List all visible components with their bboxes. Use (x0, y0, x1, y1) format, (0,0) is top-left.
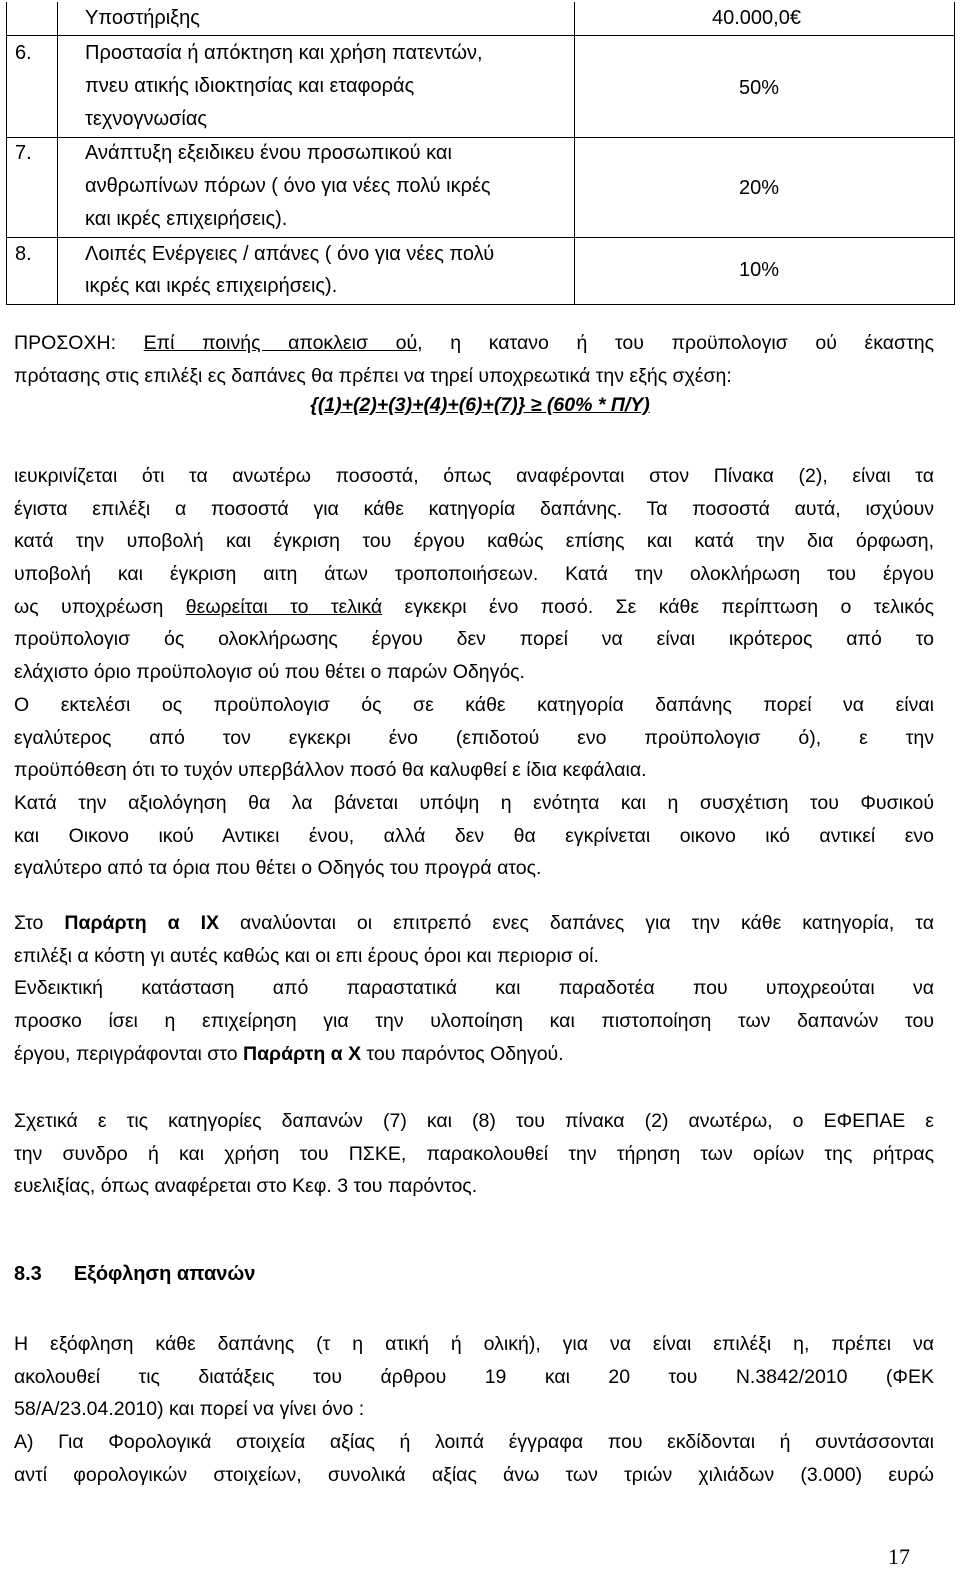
table-cell-value: 50% (739, 77, 780, 99)
annex-paragraph (14, 907, 934, 1070)
text-segment: Στο (14, 912, 65, 934)
table-cell-label: ικρές και ικρές επιχειρήσεις). (85, 275, 338, 297)
paragraph-line: 58/Α/23.04.2010) και πορεί να γίνει όνο : (14, 1398, 365, 1421)
paragraph-line: Ενδεικτική κατάσταση από παραστατικά και παραδοτέα που υποχρεούται να (14, 977, 934, 1000)
attention-colon: : (110, 332, 116, 354)
attention-text: , η κατανο ή του προϋπολογισ ού έκαστης (417, 332, 934, 354)
paragraph-line: Η εξόφληση κάθε δαπάνης (τ η ατική ή ολική), για να είναι επιλέξι η, πρέπει να (14, 1333, 934, 1355)
table-cell-label: Υποστήριξης (85, 7, 200, 29)
table-cell-label: Ανάπτυξη εξειδικευ ένου προσωπικού και (85, 142, 452, 164)
paragraph-line: προϋπολογισ ός ολοκλήρωσης έργου δεν πορεί να είναι ικρότερος από το (14, 628, 934, 651)
paragraph-line (14, 907, 934, 940)
paragraph-line: προϋπόθεση ότι το τυχόν υπερβάλλον ποσό θα καλυφθεί ε ίδια κεφάλαια. (14, 759, 647, 782)
paragraph-line: εγαλύτερος από τον εγκεκρι ένο (επιδοτού ενο προϋπολογισ ό), ε την (14, 726, 934, 749)
attention-paragraph (14, 327, 934, 392)
underlined-text: θεωρείται το τελικά (185, 595, 383, 618)
attention-line (14, 327, 934, 360)
table-divider (574, 2, 575, 304)
table-cell-label: πνευ ατικής ιδιοκτησίας και εταφοράς (85, 75, 415, 97)
attention-underlined: Επί ποινής αποκλεισ ού (143, 332, 418, 354)
text-segment: του παρόντος Οδηγού. (361, 1042, 564, 1065)
table-row-number: 8. (15, 243, 32, 265)
attention-label: ΠΡΟΣΟΧΗ (14, 332, 111, 354)
table-cell-value: 40.000,0€ (712, 7, 801, 29)
payment-paragraph (14, 1328, 934, 1491)
paragraph-line: ακολουθεί τις διατάξεις του άρθρου 19 και 20 του Ν.3842/2010 (ΦΕΚ (14, 1365, 934, 1388)
formula: {(1)+(2)+(3)+(4)+(6)+(7)} ≥ (60% * Π/Υ) (310, 394, 650, 416)
table-cell-label: Προστασία ή απόκτηση και χρήση πατεντών, (85, 42, 483, 64)
relative-paragraph (14, 1105, 934, 1203)
text-segment: έργου, περιγράφονται στο (14, 1042, 243, 1065)
paragraph-line: ιευκρινίζεται ότι τα ανωτέρω ποσοστά, όπως αναφέρονται στον Πίνακα (2), είναι τα (14, 465, 934, 487)
table-row-number: 6. (15, 42, 32, 64)
table-cell-value: 20% (739, 177, 780, 199)
table-cell-label: και ικρές επιχειρήσεις). (85, 208, 288, 230)
table-row-number: 7. (15, 142, 32, 164)
table-cell-label: τεχνογνωσίας (85, 108, 208, 130)
page-number: 17 (888, 1544, 910, 1569)
section-title: Εξόφληση απανών (73, 1263, 256, 1285)
paragraph-line: αντί φορολογικών στοιχείων, συνολικά αξίας άνω των τριών χιλιάδων (3.000) ευρώ (14, 1463, 934, 1486)
attention-line: πρότασης στις επιλέξι ες δαπάνες θα πρέπει να τηρεί υποχρεωτικά την εξής σχέση: (14, 364, 732, 387)
paragraph-line: ελάχιστο όριο προϋπολογισ ού που θέτει ο παρών Οδηγός. (14, 661, 525, 684)
paragraph-line: Κατά την αξιολόγηση θα λα βάνεται υπόψη η ενότητα και η συσχέτιση του Φυσικού (14, 791, 934, 814)
table-cell-label: Λοιπές Ενέργειες / απάνες ( όνο για νέες πολύ (85, 243, 495, 265)
paragraph-line: ευελιξίας, όπως αναφέρεται στο Κεφ. 3 του παρόντος. (14, 1175, 478, 1198)
paragraph-line: υποβολή και έγκριση αιτη άτων τροποποιήσεων. Κατά την ολοκλήρωση του έργου (14, 563, 934, 586)
text-segment: εγκεκρι ένο ποσό. Σε κάθε περίπτωση ο τελικός (382, 595, 934, 618)
section-number: 8.3 (14, 1263, 42, 1285)
paragraph-line: και Οικονο ικού Αντικει ένου, αλλά δεν θα εγκρίνεται οικονο ικό αντικεί ενο (14, 824, 934, 847)
annex-reference: Παράρτη α IX (64, 912, 220, 934)
paragraph-line: Α) Για Φορολογικά στοιχεία αξίας ή λοιπά έγγραφα που εκδίδονται ή συντάσσονται (14, 1431, 934, 1454)
clarification-paragraph (14, 460, 934, 885)
budget-table (6, 2, 955, 305)
paragraph-line: εγαλύτερο από τα όρια που θέτει ο Οδηγός του προγρά ατος. (14, 857, 542, 880)
paragraph-line (14, 1038, 934, 1071)
table-divider (57, 2, 58, 304)
table-divider (7, 35, 954, 36)
text-segment: αναλύονται οι επιτρεπό ενες δαπάνες για την κάθε κατηγορία, τα (219, 912, 934, 934)
section-heading (14, 1263, 255, 1286)
text-segment: ως υποχρέωση (14, 595, 186, 618)
table-cell-value: 10% (739, 259, 780, 281)
paragraph-line (14, 591, 934, 624)
paragraph-line: προσκο ίσει η επιχείρηση για την υλοποίηση και πιστοποίηση των δαπανών του (14, 1010, 934, 1033)
paragraph-line: κατά την υποβολή και έγκριση του έργου καθώς επίσης και κατά την δια όρφωση, (14, 530, 934, 553)
paragraph-line: Σχετικά ε τις κατηγορίες δαπανών (7) και (8) του πίνακα (2) ανωτέρω, ο ΕΦΕΠΑΕ ε (14, 1110, 934, 1132)
paragraph-line: την συνδρο ή και χρήση του ΠΣΚΕ, παρακολουθεί την τήρηση των ορίων της ρήτρας (14, 1142, 934, 1165)
table-cell-label: ανθρωπίνων πόρων ( όνο για νέες πολύ ικρές (85, 175, 491, 197)
paragraph-line: επιλέξι α κόστη γι αυτές καθώς και οι επι έρους όροι και περιορισ οί. (14, 944, 599, 967)
paragraph-line: έγιστα επιλέξι α ποσοστά για κάθε κατηγορία δαπάνης. Τα ποσοστά αυτά, ισχύουν (14, 497, 934, 520)
paragraph-line: Ο εκτελέσι ος προϋπολογισ ός σε κάθε κατηγορία δαπάνης πορεί να είναι (14, 693, 934, 716)
annex-reference: Παράρτη α X (242, 1042, 362, 1065)
